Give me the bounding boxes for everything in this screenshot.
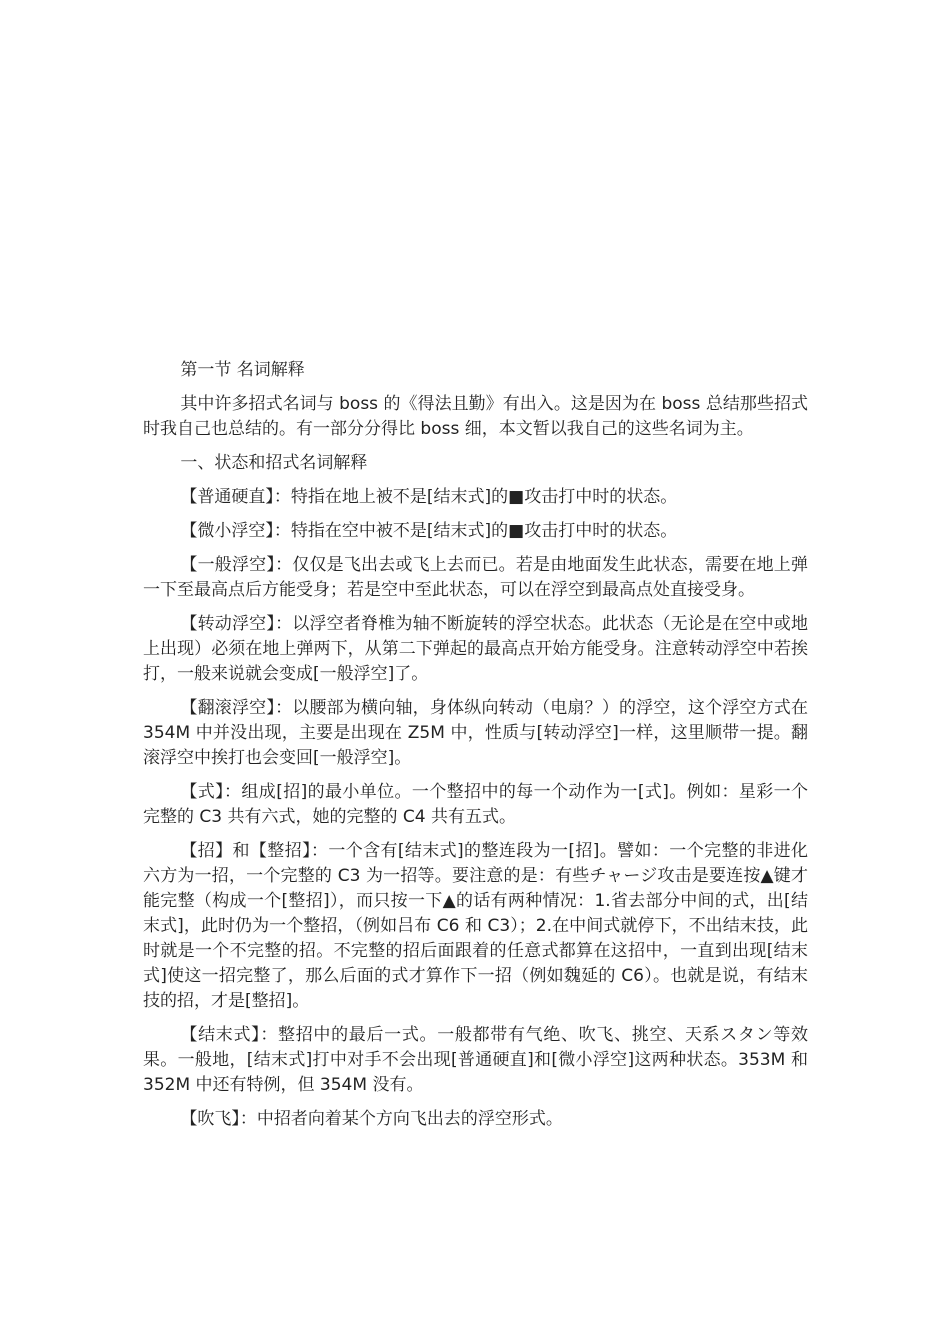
term-finisher: 【结末式】：整招中的最后一式。一般都带有气绝、吹飞、挑空、天系スタン等效果。一般地，[结末式]打中对手不会出现[普通硬直]和[微小浮空]这两种状态。353M 和 352M 中还有特例，但 354M 没有。: [143, 1025, 808, 1095]
term-rolling-float: 【翻滚浮空】：以腰部为横向轴，身体纵向转动（电扇？）的浮空，这个浮空方式在 354M 中并没出现，主要是出现在 Z5M 中，性质与[转动浮空]一样，这里顺带一提。翻滚浮空中挨打也会变回[一般浮空]。: [143, 698, 808, 768]
term-blowaway: 【吹飞】：中招者向着某个方向飞出去的浮空形式。: [180, 1109, 563, 1129]
document-body: [143, 358, 808, 1141]
term-spinning-float: 【转动浮空】：以浮空者脊椎为轴不断旋转的浮空状态。此状态（无论是在空中或地上出现）必须在地上弹两下，从第二下弹起的最高点开始方能受身。注意转动浮空中若挨打，一般来说就会变成[一般浮空]了。: [143, 614, 808, 684]
term-general-float: 【一般浮空】：仅仅是飞出去或飞上去而已。若是由地面发生此状态，需要在地上弹一下至最高点后方能受身；若是空中至此状态，可以在浮空到最高点处直接受身。: [143, 555, 808, 600]
subsection-title: 一、状态和招式名词解释: [180, 453, 368, 473]
term-move-and-full-move: 【招】和【整招】：一个含有[结末式]的整连段为一[招]。譬如：一个完整的非进化六方为一招，一个完整的 C3 为一招等。要注意的是：有些チャージ攻击是要连按▲键才能完整（构成一个[整招]），而只按一下▲的话有两种情况：1.省去部分中间的式，出[结末式]，此时仍为一个整招，（例如吕布 C6 和 C3）；2.在中间式就停下，不出结末技，此时就是一个不完整的招。不完整的招后面跟着的任意式都算在这招中，一直到出现[结末式]使这一招完整了，那么后面的式才算作下一招（例如魏延的 C6）。也就是说，有结末技的招，才是[整招]。: [143, 841, 808, 1011]
intro-paragraph: 其中许多招式名词与 boss 的《得法且勤》有出入。这是因为在 boss 总结那些招式时我自己也总结的。有一部分分得比 boss 细，本文暂以我自己的这些名词为主。: [143, 394, 808, 439]
term-normal-stagger: 【普通硬直】：特指在地上被不是[结末式]的■攻击打中时的状态。: [180, 487, 678, 507]
section-title: 第一节 名词解释: [180, 360, 305, 380]
term-small-float: 【微小浮空】：特指在空中被不是[结末式]的■攻击打中时的状态。: [180, 521, 678, 541]
term-form: 【式】：组成[招]的最小单位。一个整招中的每一个动作为一[式]。例如：星彩一个完整的 C3 共有六式，她的完整的 C4 共有五式。: [143, 782, 808, 827]
